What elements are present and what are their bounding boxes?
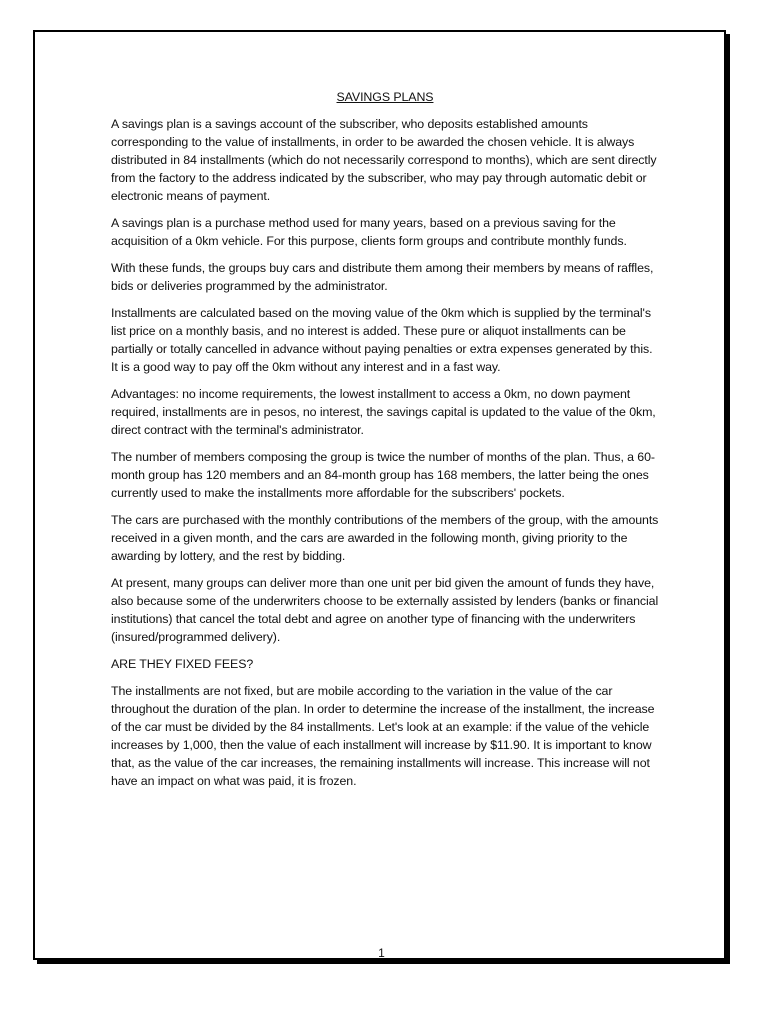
paragraph-advantages: Advantages: no income requirements, the lowest installment to access a 0km, no down payment required, installments are in pesos, no interest, the savings capital is updated to the value of the 0km, direct contract with the terminal's administrator. xyxy=(111,387,656,437)
paragraph-purchase-method: A savings plan is a purchase method used for many years, based on a previous saving for the acquisition of a 0km vehicle. For this purpose, clients form groups and contribute monthly funds. xyxy=(111,216,627,248)
paragraph-purchase: The cars are purchased with the monthly contributions of the members of the group, with the amounts received in a given month, and the cars are awarded in the following month, giving priority to the awarding by lottery, and the rest by bidding. xyxy=(111,513,659,563)
paragraph-definition: A savings plan is a savings account of the subscriber, who deposits established amounts corresponding to the value of installments, in order to be awarded the chosen vehicle. It is always distributed in 84 installments (which do not necessarily correspond to months), which are sent directly from the factory to the address indicated by the subscriber, who may pay through automatic debit or electronic means of payment. xyxy=(111,117,657,203)
document-body xyxy=(111,88,659,799)
paragraph-installments: Installments are calculated based on the moving value of the 0km which is supplied by the terminal's list price on a monthly basis, and no interest is added. These pure or aliquot installments can be partially or totally cancelled in advance without paying penalties or extra expenses generated by this. It is a good way to pay off the 0km without any interest and in a fast way. xyxy=(111,306,653,374)
paragraph-mobile-installments: The installments are not fixed, but are mobile according to the variation in the value of the car throughout the duration of the plan. In order to determine the increase of the installment, the increase of the car must be divided by the 84 installments. Let's look at an example: if the value of the vehicle increases by 1,000, then the value of each installment will increase by $11.90. It is important to know that, as the value of the car increases, the remaining installments will increase. This increase will not have an impact on what was paid, it is frozen. xyxy=(111,684,655,788)
paragraph-funds: With these funds, the groups buy cars and distribute them among their members by means of raffles, bids or deliveries programmed by the administrator. xyxy=(111,261,654,293)
document-title: SAVINGS PLANS xyxy=(336,90,434,104)
section-heading-fixed-fees: ARE THEY FIXED FEES? xyxy=(111,657,254,671)
paragraph-members: The number of members composing the group is twice the number of months of the plan. Thus, a 60-month group has 120 members and an 84-month group has 168 members, the latter being the ones currently used to make the installments more affordable for the subscribers' pockets. xyxy=(111,450,655,500)
page-number: 1 xyxy=(378,946,385,960)
document-page xyxy=(33,30,726,960)
paragraph-present: At present, many groups can deliver more than one unit per bid given the amount of funds they have, also because some of the underwriters choose to be externally assisted by lenders (banks or financial institutions) that cancel the total debt and agree on another type of financing with the underwriters (insured/programmed delivery). xyxy=(111,576,659,644)
